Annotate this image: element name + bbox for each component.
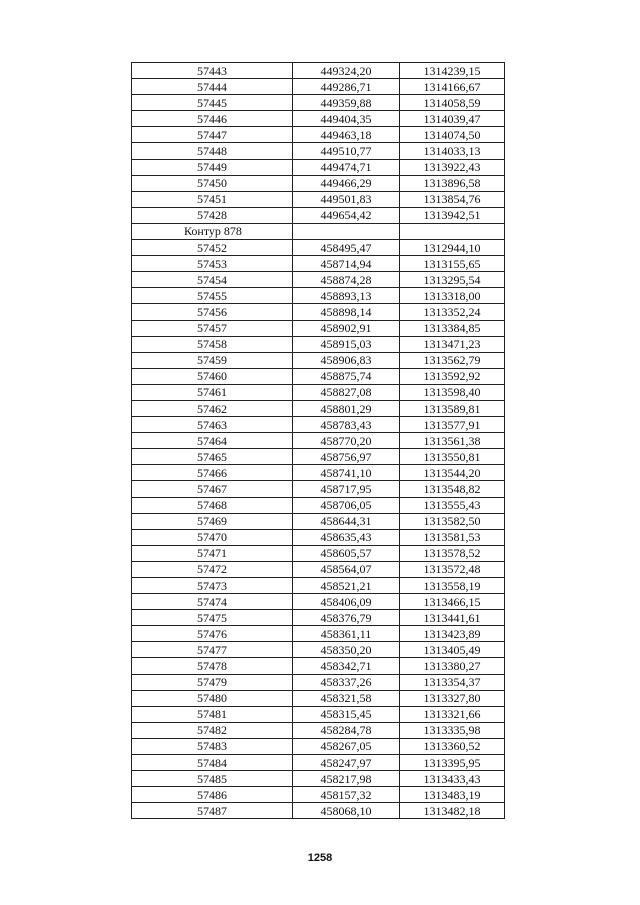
x-coordinate-cell: 458315,45 [293,706,400,722]
point-number-cell: 57477 [132,642,293,658]
table-row [132,674,505,690]
y-coordinate-cell: 1314166,67 [400,79,505,95]
x-coordinate-cell: 458906,83 [293,352,400,368]
y-coordinate-cell: 1313598,40 [400,384,505,400]
x-coordinate-cell: 458495,47 [293,240,400,256]
y-coordinate-cell: 1313405,49 [400,642,505,658]
x-coordinate-cell: 458350,20 [293,642,400,658]
x-coordinate-cell: 449654,42 [293,207,400,223]
point-number-cell: 57461 [132,384,293,400]
y-coordinate-cell: 1314074,50 [400,127,505,143]
x-coordinate-cell: 458247,97 [293,755,400,771]
point-number-cell: 57458 [132,336,293,352]
y-coordinate-cell: 1313482,18 [400,803,505,819]
x-coordinate-cell: 458706,05 [293,497,400,513]
point-number-cell: 57484 [132,755,293,771]
x-coordinate-cell: 458564,07 [293,561,400,577]
y-coordinate-cell: 1313589,81 [400,400,505,416]
y-coordinate-cell: 1313384,85 [400,320,505,336]
point-number-cell: 57451 [132,191,293,207]
point-number-cell: 57460 [132,368,293,384]
x-coordinate-cell: 458337,26 [293,674,400,690]
y-coordinate-cell: 1314039,47 [400,111,505,127]
point-number-cell: 57448 [132,143,293,159]
table-row [132,690,505,706]
point-number-cell: 57480 [132,690,293,706]
table-row [132,658,505,674]
x-coordinate-cell: 458893,13 [293,288,400,304]
x-coordinate-cell: 458068,10 [293,803,400,819]
point-number-cell: 57465 [132,449,293,465]
table-row [132,706,505,722]
point-number-cell: 57457 [132,320,293,336]
table-row [132,127,505,143]
table-row [132,240,505,256]
point-number-cell: 57470 [132,529,293,545]
x-coordinate-cell: 449510,77 [293,143,400,159]
y-coordinate-cell: 1313558,19 [400,578,505,594]
y-coordinate-cell: 1313562,79 [400,352,505,368]
y-coordinate-cell: 1313942,51 [400,207,505,223]
point-number-cell: 57469 [132,513,293,529]
point-number-cell: 57453 [132,256,293,272]
x-coordinate-cell: 458902,91 [293,320,400,336]
y-coordinate-cell: 1312944,10 [400,240,505,256]
table-row [132,272,505,288]
y-coordinate-cell: 1313922,43 [400,159,505,175]
x-coordinate-cell: 449404,35 [293,111,400,127]
point-number-cell: 57472 [132,561,293,577]
point-number-cell: 57474 [132,594,293,610]
point-number-cell: 57463 [132,417,293,433]
point-number-cell: 57450 [132,175,293,191]
table-row [132,207,505,223]
table-row [132,95,505,111]
point-number-cell: 57459 [132,352,293,368]
y-coordinate-cell: 1313577,91 [400,417,505,433]
y-coordinate-cell: 1313555,43 [400,497,505,513]
table-row [132,610,505,626]
table-row [132,288,505,304]
point-number-cell: 57445 [132,95,293,111]
section-row [132,223,505,239]
table-row [132,400,505,416]
point-number-cell: 57455 [132,288,293,304]
table-row [132,738,505,754]
x-coordinate-cell: 449501,83 [293,191,400,207]
x-coordinate-cell: 458284,78 [293,722,400,738]
point-number-cell: 57483 [132,738,293,754]
point-number-cell: 57444 [132,79,293,95]
point-number-cell: 57456 [132,304,293,320]
x-coordinate-cell: 458376,79 [293,610,400,626]
y-coordinate-cell: 1313433,43 [400,771,505,787]
point-number-cell: 57443 [132,63,293,79]
point-number-cell: 57428 [132,207,293,223]
table-row [132,111,505,127]
point-number-cell: 57462 [132,400,293,416]
x-coordinate-cell: 458783,43 [293,417,400,433]
x-coordinate-cell: 449466,29 [293,175,400,191]
point-number-cell: 57468 [132,497,293,513]
y-coordinate-cell: 1313321,66 [400,706,505,722]
x-coordinate-cell: 458801,29 [293,400,400,416]
table-row [132,803,505,819]
empty-cell [400,223,505,239]
table-row [132,545,505,561]
x-coordinate-cell: 458361,11 [293,626,400,642]
y-coordinate-cell: 1313360,52 [400,738,505,754]
x-coordinate-cell: 449324,20 [293,63,400,79]
point-number-cell: 57478 [132,658,293,674]
y-coordinate-cell: 1313578,52 [400,545,505,561]
table-row [132,417,505,433]
y-coordinate-cell: 1314033,13 [400,143,505,159]
y-coordinate-cell: 1313441,61 [400,610,505,626]
y-coordinate-cell: 1313582,50 [400,513,505,529]
x-coordinate-cell: 458714,94 [293,256,400,272]
table-row [132,465,505,481]
y-coordinate-cell: 1313544,20 [400,465,505,481]
x-coordinate-cell: 458915,03 [293,336,400,352]
table-row [132,561,505,577]
point-number-cell: 57452 [132,240,293,256]
point-number-cell: 57485 [132,771,293,787]
table-row [132,642,505,658]
point-number-cell: 57454 [132,272,293,288]
x-coordinate-cell: 458875,74 [293,368,400,384]
table-row [132,449,505,465]
point-number-cell: 57487 [132,803,293,819]
table-row [132,143,505,159]
y-coordinate-cell: 1313352,24 [400,304,505,320]
point-number-cell: 57473 [132,578,293,594]
table-row [132,384,505,400]
x-coordinate-cell: 458406,09 [293,594,400,610]
table-row [132,497,505,513]
x-coordinate-cell: 458827,08 [293,384,400,400]
table-row [132,755,505,771]
y-coordinate-cell: 1313592,92 [400,368,505,384]
table-row [132,63,505,79]
point-number-cell: 57475 [132,610,293,626]
y-coordinate-cell: 1313318,00 [400,288,505,304]
empty-cell [293,223,400,239]
table-row [132,594,505,610]
x-coordinate-cell: 458217,98 [293,771,400,787]
x-coordinate-cell: 458521,21 [293,578,400,594]
x-coordinate-cell: 458321,58 [293,690,400,706]
point-number-cell: 57449 [132,159,293,175]
point-number-cell: 57482 [132,722,293,738]
x-coordinate-cell: 458898,14 [293,304,400,320]
y-coordinate-cell: 1313561,38 [400,433,505,449]
x-coordinate-cell: 449286,71 [293,79,400,95]
table-row [132,578,505,594]
x-coordinate-cell: 449359,88 [293,95,400,111]
y-coordinate-cell: 1313471,23 [400,336,505,352]
x-coordinate-cell: 449474,71 [293,159,400,175]
point-number-cell: 57486 [132,787,293,803]
y-coordinate-cell: 1313423,89 [400,626,505,642]
point-number-cell: 57446 [132,111,293,127]
x-coordinate-cell: 458157,32 [293,787,400,803]
table-row [132,191,505,207]
y-coordinate-cell: 1313327,80 [400,690,505,706]
page-number: 1258 [307,852,333,864]
y-coordinate-cell: 1313896,58 [400,175,505,191]
y-coordinate-cell: 1313380,27 [400,658,505,674]
table-row [132,320,505,336]
coordinates-table [131,62,505,819]
table-row [132,304,505,320]
table-row [132,256,505,272]
table-row [132,481,505,497]
x-coordinate-cell: 458717,95 [293,481,400,497]
x-coordinate-cell: 458756,97 [293,449,400,465]
contour-label: Контур 878 [132,223,293,239]
x-coordinate-cell: 458267,05 [293,738,400,754]
y-coordinate-cell: 1313395,95 [400,755,505,771]
y-coordinate-cell: 1313335,98 [400,722,505,738]
point-number-cell: 57481 [132,706,293,722]
y-coordinate-cell: 1314058,59 [400,95,505,111]
table-row [132,722,505,738]
x-coordinate-cell: 458342,71 [293,658,400,674]
y-coordinate-cell: 1314239,15 [400,63,505,79]
coordinates-table-body [132,63,505,819]
point-number-cell: 57471 [132,545,293,561]
y-coordinate-cell: 1313581,53 [400,529,505,545]
point-number-cell: 57466 [132,465,293,481]
table-row [132,433,505,449]
y-coordinate-cell: 1313354,37 [400,674,505,690]
table-row [132,787,505,803]
y-coordinate-cell: 1313155,65 [400,256,505,272]
table-row [132,529,505,545]
table-row [132,626,505,642]
y-coordinate-cell: 1313572,48 [400,561,505,577]
x-coordinate-cell: 458770,20 [293,433,400,449]
table-row [132,175,505,191]
x-coordinate-cell: 458635,43 [293,529,400,545]
table-row [132,513,505,529]
table-row [132,368,505,384]
y-coordinate-cell: 1313548,82 [400,481,505,497]
table-row [132,79,505,95]
point-number-cell: 57447 [132,127,293,143]
point-number-cell: 57476 [132,626,293,642]
x-coordinate-cell: 458741,10 [293,465,400,481]
table-row [132,352,505,368]
y-coordinate-cell: 1313854,76 [400,191,505,207]
x-coordinate-cell: 449463,18 [293,127,400,143]
x-coordinate-cell: 458605,57 [293,545,400,561]
table-row [132,336,505,352]
y-coordinate-cell: 1313483,19 [400,787,505,803]
point-number-cell: 57467 [132,481,293,497]
point-number-cell: 57479 [132,674,293,690]
table-row [132,159,505,175]
y-coordinate-cell: 1313295,54 [400,272,505,288]
point-number-cell: 57464 [132,433,293,449]
y-coordinate-cell: 1313466,15 [400,594,505,610]
x-coordinate-cell: 458644,31 [293,513,400,529]
x-coordinate-cell: 458874,28 [293,272,400,288]
table-row [132,771,505,787]
y-coordinate-cell: 1313550,81 [400,449,505,465]
